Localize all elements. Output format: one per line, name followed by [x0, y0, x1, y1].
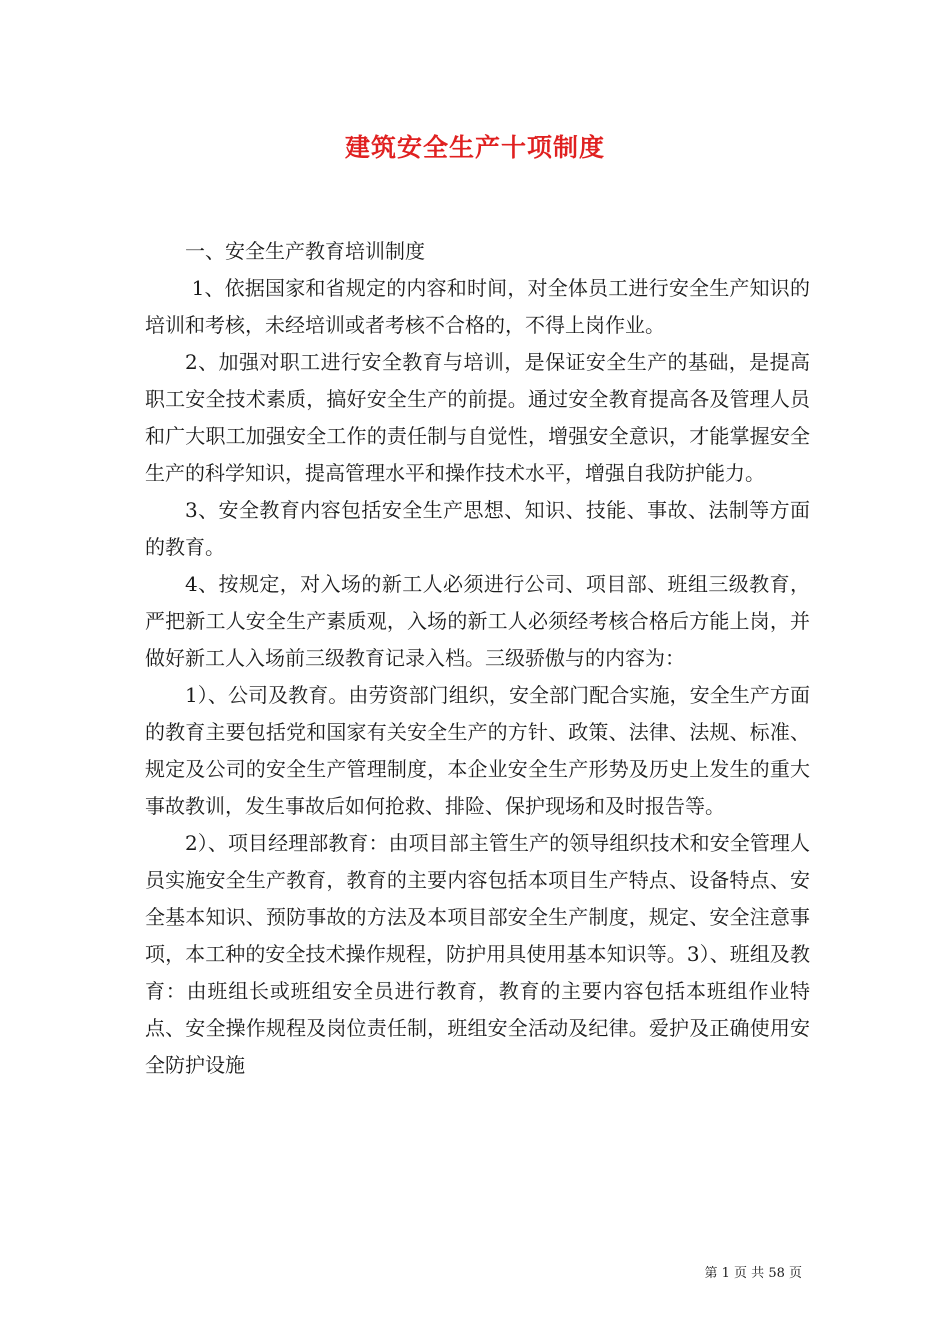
section-heading: 一、安全生产教育培训制度	[185, 239, 425, 263]
paragraph: 2）、项目经理部教育：由项目部主管生产的领导组织技术和安全管理人员实施安全生产教育，教育的主要内容包括本项目生产特点、设备特点、安全基本知识、预防事故的方法及本项目部安全生产制度，规定、安全注意事项，本工种的安全技术操作规程，防护用具使用基本知识等。3）、班组及教育：由班组长或班组安全员进行教育，教育的主要内容包括本班组作业特点、安全操作规程及岗位责任制，班组安全活动及纪律。爱护及正确使用安全防护设施	[145, 831, 810, 1077]
paragraph: 3、安全教育内容包括安全生产思想、知识、技能、事故、法制等方面的教育。	[145, 498, 810, 559]
paragraph: 1）、公司及教育。由劳资部门组织，安全部门配合实施，安全生产方面的教育主要包括党和国家有关安全生产的方针、政策、法律、法规、标准、规定及公司的安全生产管理制度，本企业安全生产形势及历史上发生的重大事故教训，发生事故后如何抢救、排险、保护现场和及时报告等。	[145, 683, 810, 818]
page-number: 第 1 页 共 58 页	[704, 1266, 802, 1281]
paragraph: 4、按规定，对入场的新工人必须进行公司、项目部、班组三级教育，严把新工人安全生产素质观，入场的新工人必须经考核合格后方能上岗，并做好新工人入场前三级教育记录入档。三级骄傲与的内容为：	[145, 572, 810, 670]
paragraph: 2、加强对职工进行安全教育与培训，是保证安全生产的基础，是提高职工安全技术素质，搞好安全生产的前提。通过安全教育提高各及管理人员和广大职工加强安全工作的责任制与自觉性，增强安全意识，才能掌握安全生产的科学知识，提高管理水平和操作技术水平，增强自我防护能力。	[145, 350, 810, 485]
document-body	[145, 233, 810, 1084]
paragraph: 1、依据国家和省规定的内容和时间，对全体员工进行安全生产知识的培训和考核，未经培训或者考核不合格的，不得上岗作业。	[145, 276, 811, 337]
document-title: 建筑安全生产十项制度	[344, 133, 605, 162]
